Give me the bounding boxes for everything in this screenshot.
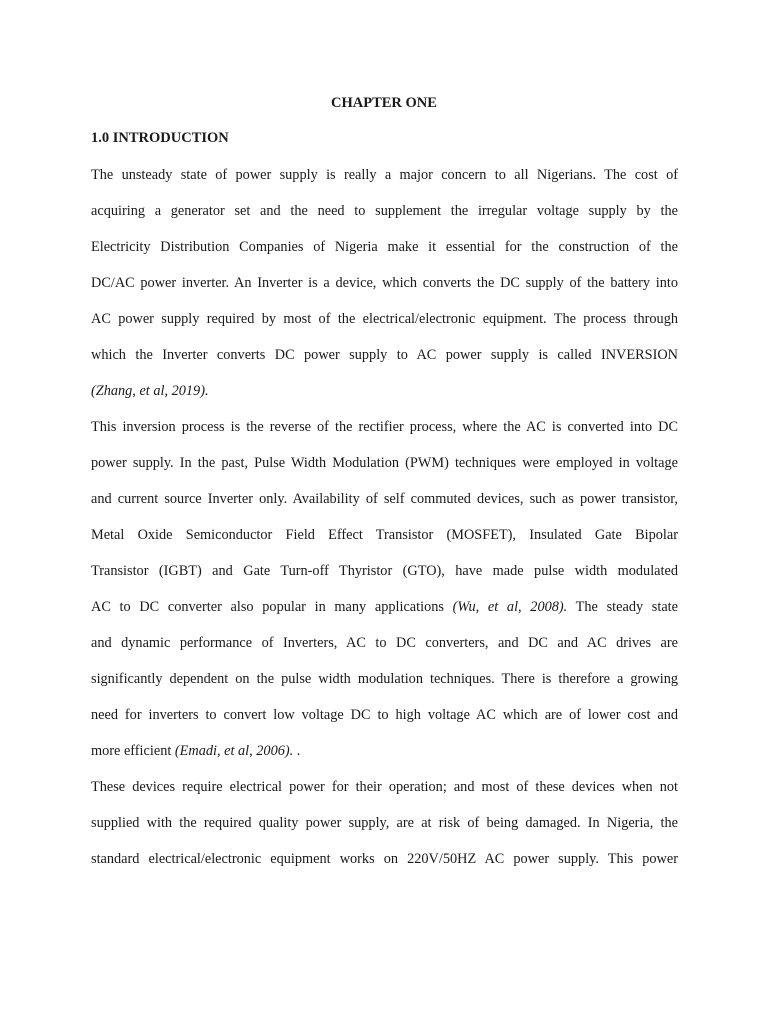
text-line: and current source Inverter only. Availability of self commuted devices, such as power transistor, [91,491,678,507]
chapter-title: CHAPTER ONE [331,95,437,111]
text-line [91,373,678,409]
body-text [91,157,678,877]
citation: (Emadi, et al, 2006). [174,743,294,759]
text-line: This inversion process is the reverse of the rectifier process, where the AC is converted into DC [91,419,678,435]
text-line: more efficient (Emadi, et al, 2006). . [91,743,301,759]
text-line: significantly dependent on the pulse width modulation techniques. There is therefore a growing [91,671,678,687]
text-line: Metal Oxide Semiconductor Field Effect Transistor (MOSFET), Insulated Gate Bipolar [91,527,678,543]
citation: (Wu, et al, 2008). [452,599,568,615]
text-line: The unsteady state of power supply is really a major concern to all Nigerians. The cost of [91,167,678,183]
text-line: AC to DC converter also popular in many applications (Wu, et al, 2008). The steady state [91,599,678,615]
text-line: Electricity Distribution Companies of Nigeria make it essential for the construction of the [91,239,678,255]
text-line: standard electrical/electronic equipment works on 220V/50HZ AC power supply. This power [91,851,678,867]
paragraph-3 [91,769,678,877]
text-line: which the Inverter converts DC power supply to AC power supply is called INVERSION [91,347,678,363]
text-line: acquiring a generator set and the need to supplement the irregular voltage supply by the [91,203,678,219]
text-line: and dynamic performance of Inverters, AC to DC converters, and DC and AC drives are [91,635,678,651]
text-line: need for inverters to convert low voltage DC to high voltage AC which are of lower cost and [91,707,678,723]
section-heading: 1.0 INTRODUCTION [91,130,229,146]
text-line: AC power supply required by most of the electrical/electronic equipment. The process through [91,311,678,327]
text-line: power supply. In the past, Pulse Width Modulation (PWM) techniques were employed in voltage [91,455,678,471]
text-line: Transistor (IGBT) and Gate Turn-off Thyristor (GTO), have made pulse width modulated [91,563,678,579]
paragraph-2 [91,409,678,769]
text-line: These devices require electrical power for their operation; and most of these devices when not [91,779,678,795]
citation: (Zhang, et al, 2019). [91,383,209,399]
text-line: supplied with the required quality power supply, are at risk of being damaged. In Nigeria, the [91,815,678,831]
text-line: DC/AC power inverter. An Inverter is a device, which converts the DC supply of the battery into [91,275,678,291]
paragraph-1 [91,157,678,409]
